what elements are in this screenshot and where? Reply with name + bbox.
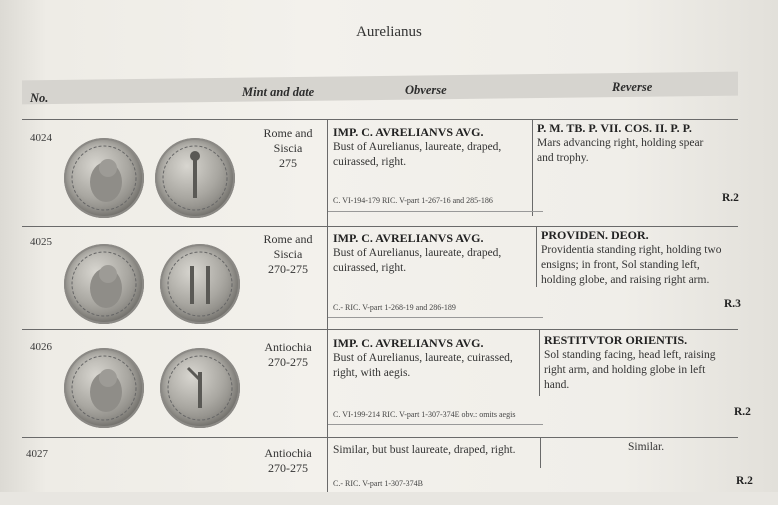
obverse-description	[333, 246, 501, 276]
desc-line: Sol standing facing, head left, raising	[544, 349, 716, 361]
desc-line: Bust of Aurelianus, laureate, draped,	[333, 141, 502, 153]
mint-and-date	[248, 232, 328, 277]
obverse-reverse-divider	[536, 227, 537, 287]
rarity: R.3	[724, 298, 741, 310]
coin-reverse-image	[155, 138, 235, 218]
desc-line: right arm, and holding globe in left	[544, 364, 706, 376]
obverse-reverse-divider	[532, 120, 533, 216]
desc-line: Similar.	[628, 441, 665, 453]
obverse-legend: IMP. C. AVRELIANVS AVG.	[333, 336, 484, 350]
mint-and-date	[248, 126, 328, 171]
mint-line: Siscia	[273, 247, 303, 261]
reverse-description	[544, 348, 716, 393]
obverse-reverse-divider	[540, 438, 541, 468]
coin-obverse-image	[64, 138, 144, 218]
obverse-description	[333, 443, 516, 458]
entry-number: 4025	[30, 236, 52, 248]
reference: C.- RIC. V-part 1-307-374B	[333, 479, 423, 488]
desc-line: Providentia standing right, holding two	[541, 244, 722, 256]
desc-line: Mars advancing right, holding spear	[537, 137, 704, 149]
reference: C. VI-194-179 RIC. V-part 1-267-16 and 285-186	[333, 196, 493, 205]
entry-number: 4027	[26, 448, 48, 460]
reverse-description	[541, 243, 721, 288]
rarity: R.2	[734, 406, 751, 418]
date-line: 270-275	[268, 262, 308, 276]
mint-line: Antiochia	[264, 340, 312, 354]
desc-line: Bust of Aurelianus, laureate, draped,	[333, 247, 502, 259]
obverse-legend: IMP. C. AVRELIANVS AVG.	[333, 125, 484, 139]
date-line: 270-275	[268, 461, 308, 475]
header-obverse: Obverse	[405, 83, 447, 97]
reverse-legend: P. M. TB. P. VII. COS. II. P. P.	[537, 121, 692, 135]
desc-line: and trophy.	[537, 152, 589, 164]
mint-and-date	[248, 340, 328, 370]
desc-line: cuirassed, right.	[333, 156, 407, 168]
coin-obverse-image	[64, 348, 144, 428]
desc-line: holding globe, and raising right arm.	[541, 274, 710, 286]
reverse-description	[537, 136, 703, 166]
date-line: 275	[279, 156, 297, 170]
row-rule	[22, 437, 738, 438]
desc-line: Bust of Aurelianus, laureate, cuirassed,	[333, 352, 513, 364]
coin-reverse-image	[160, 244, 240, 324]
coin-obverse-image	[64, 244, 144, 324]
page-title: Aurelianus	[356, 24, 422, 40]
reverse-legend: PROVIDEN. DEOR.	[541, 228, 649, 242]
entry-number: 4026	[30, 341, 52, 353]
ref-underline	[328, 211, 543, 212]
coin-reverse-image	[160, 348, 240, 428]
obverse-description	[333, 351, 513, 381]
desc-line: cuirassed, right.	[333, 262, 407, 274]
desc-line: hand.	[544, 379, 570, 391]
mint-line: Rome and	[263, 126, 313, 140]
rarity: R.2	[722, 192, 739, 204]
obverse-legend: IMP. C. AVRELIANVS AVG.	[333, 231, 484, 245]
rarity: R.2	[736, 475, 753, 487]
mint-line: Siscia	[273, 141, 303, 155]
header-mint: Mint and date	[242, 85, 315, 99]
header-rule	[22, 119, 738, 120]
obverse-reverse-divider	[539, 330, 540, 396]
mint-and-date	[248, 446, 328, 476]
row-rule	[22, 329, 738, 330]
header-reverse: Reverse	[612, 80, 653, 94]
header-no: No.	[30, 91, 49, 105]
mint-line: Rome and	[263, 232, 313, 246]
reference: C. VI-199-214 RIC. V-part 1-307-374E obv.: omits aegis	[333, 410, 516, 419]
entry-number: 4024	[30, 132, 52, 144]
reverse-legend: RESTITVTOR ORIENTIS.	[544, 333, 688, 347]
reference: C.- RIC. V-part 1-268-19 and 286-189	[333, 303, 456, 312]
desc-line: ensigns; in front, Sol standing left,	[541, 259, 700, 271]
obverse-left-divider	[327, 120, 328, 492]
obverse-description	[333, 140, 501, 170]
desc-line: right, with aegis.	[333, 367, 411, 379]
reverse-description	[628, 440, 664, 455]
date-line: 270-275	[268, 355, 308, 369]
row-rule	[22, 226, 738, 227]
page-bottom-edge	[0, 492, 778, 505]
ref-underline	[328, 317, 543, 318]
mint-line: Antiochia	[264, 446, 312, 460]
desc-line: Similar, but bust laureate, draped, right.	[333, 444, 516, 456]
ref-underline	[328, 424, 543, 425]
